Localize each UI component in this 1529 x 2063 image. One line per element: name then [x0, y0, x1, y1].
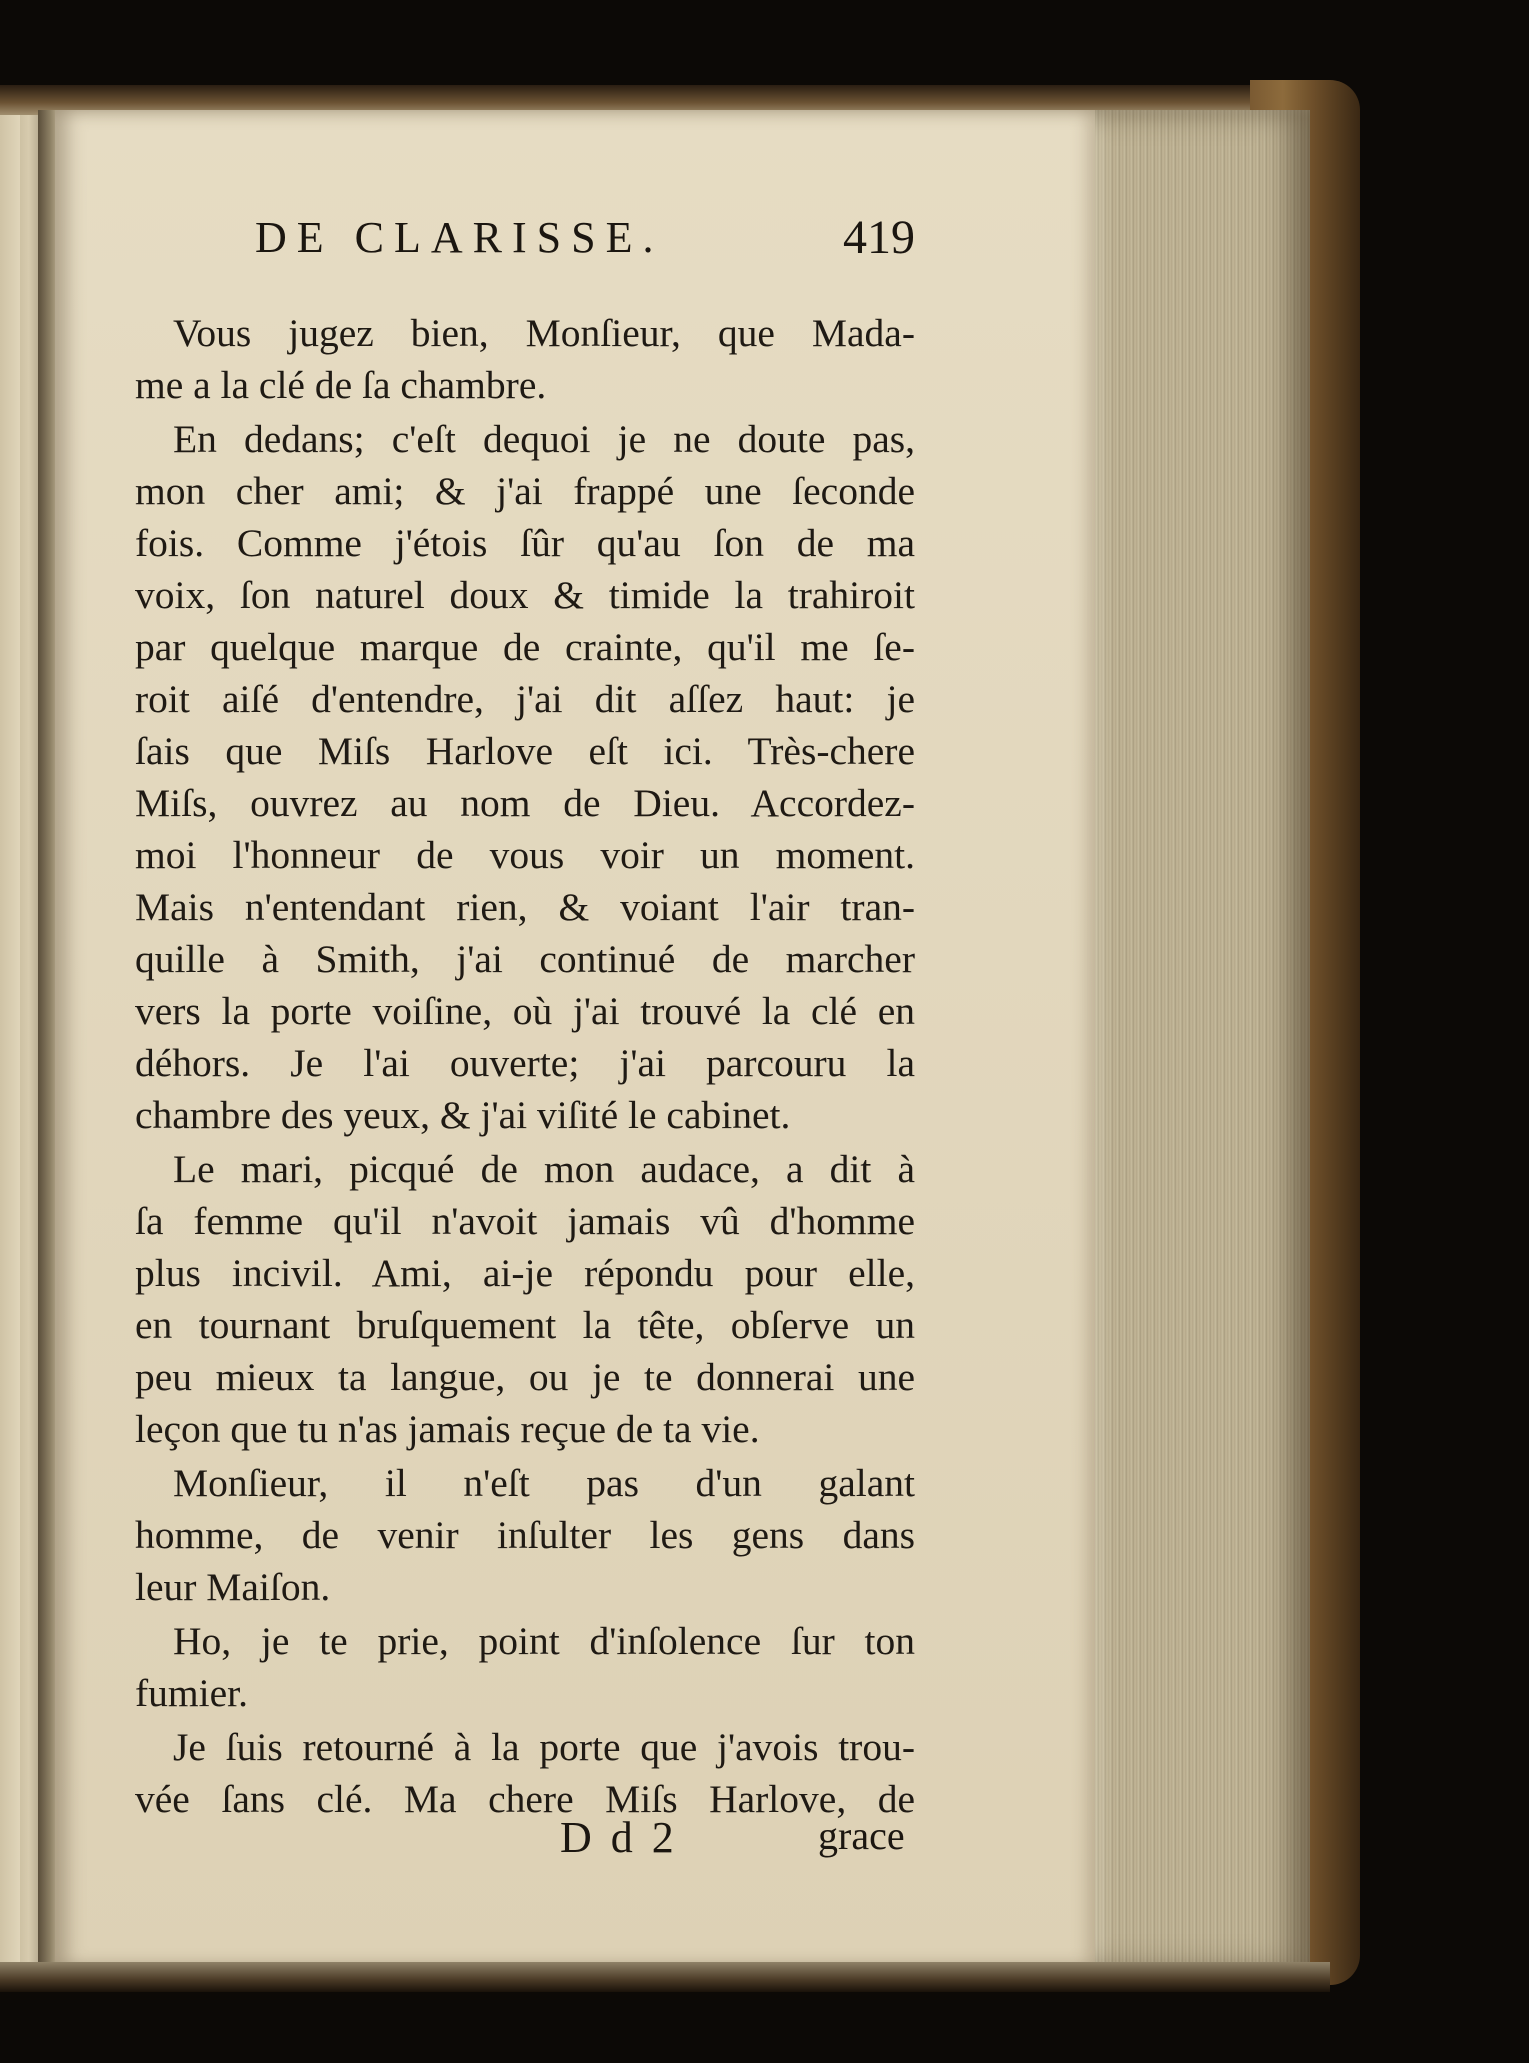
text-line: En dedans; c'eſt dequoi je ne doute pas, — [173, 417, 915, 461]
text-line: Miſs, ouvrez au nom de Dieu. Accordez- — [135, 781, 915, 825]
page-block-edges — [1095, 110, 1310, 1970]
text-line: Le mari, picqué de mon audace, a dit à — [173, 1147, 915, 1191]
text-line: chambre des yeux, & j'ai viſité le cabinet. — [135, 1093, 791, 1137]
text-line: Monſieur, il n'eſt pas d'un galant — [173, 1461, 915, 1505]
text-line: Je ſuis retourné à la porte que j'avois trou- — [173, 1725, 915, 1769]
text-line: plus incivil. Ami, ai-je répondu pour elle, — [135, 1251, 915, 1295]
facing-page-letter-fragments — [0, 0, 40, 2063]
text-line: vée ſans clé. Ma chere Miſs Harlove, de — [135, 1777, 915, 1821]
text-line: par quelque marque de crainte, qu'il me ſe- — [135, 625, 915, 669]
text-line: leçon que tu n'as jamais reçue de ta vie. — [135, 1407, 760, 1451]
text-line: mon cher ami; & j'ai frappé une ſeconde — [135, 469, 915, 513]
book-bottom-edge — [0, 1962, 1330, 1992]
text-line: leur Maiſon. — [135, 1565, 331, 1609]
text-line: vers la porte voiſine, où j'ai trouvé la clé en — [135, 989, 915, 1033]
text-line: Ho, je te prie, point d'inſolence ſur ton — [173, 1619, 915, 1663]
text-line: en tournant bruſquement la tête, obſerve un — [135, 1303, 915, 1347]
running-head — [255, 212, 915, 272]
text-line: peu mieux ta langue, ou je te donnerai une — [135, 1355, 915, 1399]
text-line: fumier. — [135, 1671, 248, 1715]
text-line: me a la clé de ſa chambre. — [135, 363, 547, 407]
text-line: homme, de venir inſulter les gens dans — [135, 1513, 915, 1557]
text-line: déhors. Je l'ai ouverte; j'ai parcouru la — [135, 1041, 915, 1085]
text-line: Vous jugez bien, Monſieur, que Mada- — [173, 311, 915, 355]
text-line: ſais que Miſs Harlove eſt ici. Très-chere — [135, 729, 915, 773]
text-line: moi l'honneur de vous voir un moment. — [135, 833, 915, 877]
text-line: fois. Comme j'étois ſûr qu'au ſon de ma — [135, 521, 915, 565]
text-line: voix, ſon naturel doux & timide la trahiroit — [135, 573, 915, 617]
text-line: quille à Smith, j'ai continué de marcher — [135, 937, 915, 981]
signature-mark: D d 2 — [560, 1813, 678, 1862]
text-line: ſa femme qu'il n'avoit jamais vû d'homme — [135, 1199, 915, 1243]
running-head-title: DE CLARISSE. — [255, 213, 664, 262]
text-line: Mais n'entendant rien, & voiant l'air tran- — [135, 885, 915, 929]
page-number: 419 — [843, 211, 915, 264]
catchword: grace — [818, 1813, 905, 1858]
text-line: roit aiſé d'entendre, j'ai dit aſſez haut: je — [135, 677, 915, 721]
